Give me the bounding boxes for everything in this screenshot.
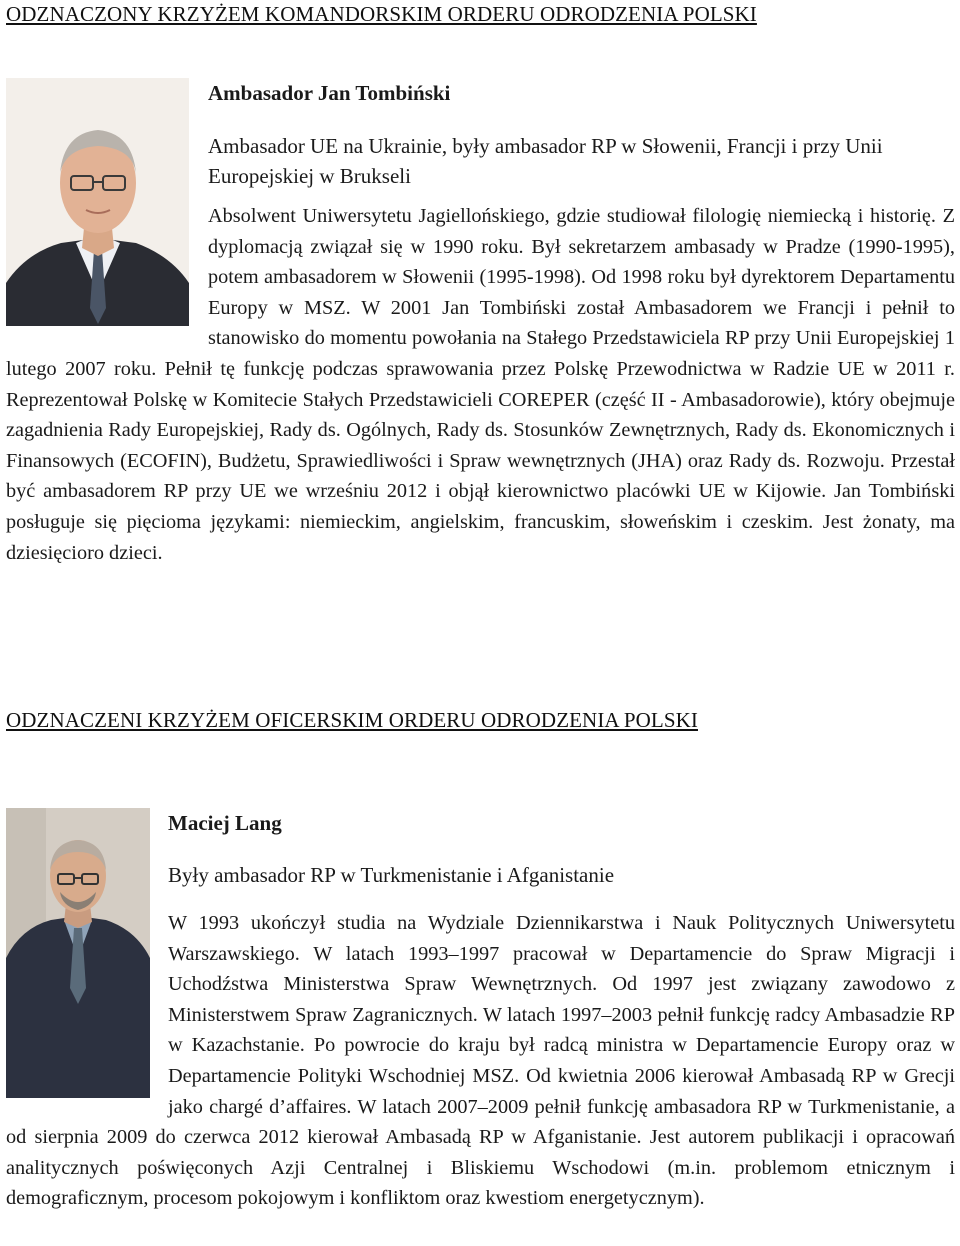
section-heading-officer-cross: ODZNACZENI KRZYŻEM OFICERSKIM ORDERU ODRODZENIA POLSKI xyxy=(6,708,698,732)
person-name: Ambasador Jan Tombiński xyxy=(208,81,451,105)
portrait-illustration xyxy=(6,808,150,1098)
person-entry-lang xyxy=(6,808,955,1214)
portrait-photo-lang xyxy=(6,808,150,1098)
person-bio: W 1993 ukończył studia na Wydziale Dziennikarstwa i Nauk Politycznych Uniwersytetu Warszawskiego. W latach 1993–1997 pracował w Departamencie do Spraw Migracji i Uchodźstwa Ministerstwa Spraw Wewnętrznych. Od 1997 jest związany zawodowo z Ministerstwem Spraw Zagranicznych. W latach 1997–2003 pełnił funkcję radcy Ambasadzie RP w Kazachstanie. Po powrocie do kraju był radcą ministra w Departamencie Europy oraz w Departamencie Polityki Wschodniej MSZ. Od kwietnia 2006 kierował Ambasadą RP w Grecji jako chargé d’affaires. W latach 2007–2009 pełnił funkcję ambasadora RP w Turkmenistanie, a od sierpnia 2009 do czerwca 2012 kierował Ambasadą RP w Afganistanie. Jest autorem publikacji i opracowań analitycznych poświęconych Azji Centralnej i Bliskiemu Wschodowi (m.in. problemom etnicznym i demograficznym, procesom pokojowym i konfliktom oraz kwestiom energetycznym). xyxy=(6,912,955,1210)
person-entry-tombinski xyxy=(6,78,955,568)
section-heading-commander-cross: ODZNACZONY KRZYŻEM KOMANDORSKIM ORDERU ODRODZENIA POLSKI xyxy=(6,2,757,26)
person-role: Były ambasador RP w Turkmenistanie i Afganistanie xyxy=(168,863,615,887)
person-name: Maciej Lang xyxy=(168,811,282,835)
person-role: Ambasador UE na Ukrainie, były ambasador RP w Słowenii, Francji i przy Unii Europejskiej w Brukseli xyxy=(208,134,883,188)
portrait-illustration xyxy=(6,78,189,326)
person-bio: Absolwent Uniwersytetu Jagiellońskiego, gdzie studiował filologię niemiecką i historię. Z dyplomacją związał się w 1990 roku. Był sekretarzem ambasady w Pradze (1990-1995), potem ambasadorem w Słowenii (1995-1998). Od 1998 roku był dyrektorem Departamentu Europy w MSZ. W 2001 Jan Tombiński został Ambasadorem we Francji i pełnił to stanowisko do momentu powołania na Stałego Przedstawiciela RP przy Unii Europejskiej 1 lutego 2007 roku. Pełnił tę funkcję podczas sprawowania przez Polskę Przewodnictwa w Radzie UE w 2011 r. Reprezentował Polskę w Komitecie Stałych Przedstawicieli COREPER (część II - Ambasadorowie), który obejmuje zagadnienia Rady Europejskiej, Rady ds. Ogólnych, Rady ds. Stosunków Zewnętrznych, Rady ds. Ekonomicznych i Finansowych (ECOFIN), Budżetu, Sprawiedliwości i Spraw wewnętrznych (JHA) oraz Rady ds. Rozwoju. Przestał być ambasadorem RP przy UE we wrześniu 2012 i objął kierownictwo placówki UE w Kijowie. Jan Tombiński posługuje się pięcioma językami: niemieckim, angielskim, francuskim, słoweńskim i czeskim. Jest żonaty, ma dziesięcioro dzieci. xyxy=(6,205,955,564)
portrait-photo-tombinski xyxy=(6,78,189,326)
